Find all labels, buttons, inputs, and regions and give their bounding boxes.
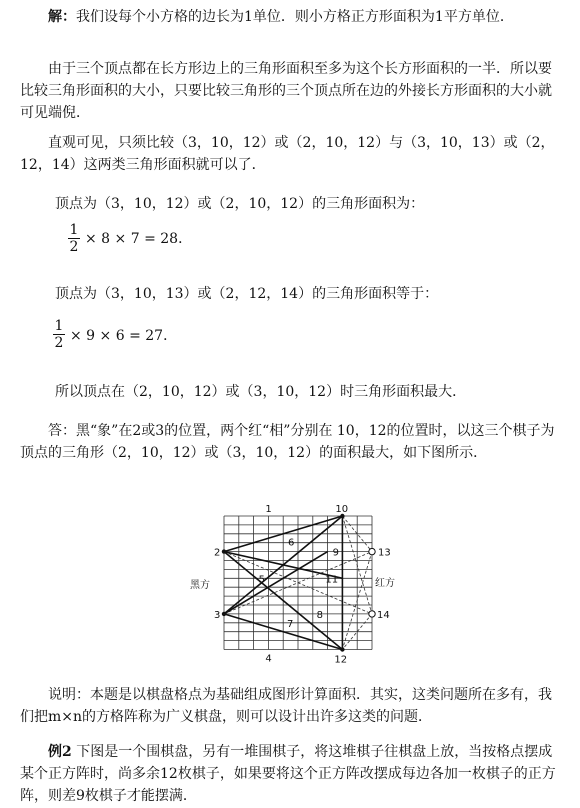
example2-paragraph <box>20 741 565 807</box>
point-label: 14 <box>377 609 390 621</box>
fraction-1-numerator: 1 <box>69 222 79 238</box>
point-label: 9 <box>332 547 339 559</box>
point-label: 10 <box>335 504 349 515</box>
equation-1: × 8 × 7 = 28． <box>85 231 193 247</box>
point-label: 8 <box>316 609 323 621</box>
point-label: 7 <box>287 618 294 630</box>
point-label: 11 <box>325 574 339 586</box>
solution-paragraph-3: 直观可见，只须比较（3，10，12）或（2，10，12）与（3，10，13）或（2，12，14）这两类三角形面积就可以了． <box>20 135 555 173</box>
chessboard-diagram <box>190 500 395 666</box>
example2-label: 例2 <box>48 744 72 760</box>
point-label: 3 <box>214 609 221 621</box>
red-piece-marker <box>369 548 375 554</box>
solution-lead: 解： <box>48 9 76 25</box>
solution-paragraph-6: 所以顶点在（2，10，12）或（3，10，12）时三角形面积最大． <box>55 384 467 400</box>
fraction-2-denominator: 2 <box>54 335 64 351</box>
vertex-dot <box>222 612 226 616</box>
point-label: 6 <box>288 537 295 549</box>
explanation-paragraph: 说明：本题是以棋盘格点为基础组成图形计算面积．其实，这类问题所在多有，我们把m×n的方格阵称为广义棋盘，则可以设计出许多这类的问题． <box>20 687 552 725</box>
point-label: 2 <box>214 547 221 559</box>
solution-paragraph-4: 顶点为（3，10，12）或（2，10，12）的三角形面积为： <box>55 196 425 212</box>
fraction-1 <box>68 222 80 255</box>
example2-text: 下图是一个围棋盘，另有一堆围棋子，将这堆棋子往棋盘上放，当按格点摆成某个正方阵时，尚多余12枚棋子，如果要将这个正方阵改摆成每边各加一枚棋子的正方阵，则差9枚棋子才能摆满． <box>20 744 556 804</box>
red-side-label: 红方 <box>375 578 395 589</box>
solution-paragraph-2: 由于三个顶点都在长方形边上的三角形面积至多为这个长方形面积的一半．所以要比较三角形面积的大小，只要比较三角形的三个顶点所在边的外接长方形面积的大小就可见端倪． <box>20 61 552 121</box>
point-label: 5 <box>258 574 265 586</box>
fraction-1-denominator: 2 <box>69 239 79 255</box>
point-label: 13 <box>378 547 391 559</box>
equation-2: × 9 × 6 = 27． <box>70 328 178 344</box>
triangle-edge <box>224 552 328 614</box>
solution-paragraph-1 <box>20 6 565 28</box>
fraction-2-numerator: 1 <box>54 318 64 334</box>
fraction-2 <box>53 318 65 351</box>
point-label: 12 <box>334 654 348 666</box>
black-side-label: 黑方 <box>190 580 210 591</box>
solution-paragraph-5: 顶点为（3，10，13）或（2，12，14）的三角形面积等于： <box>55 286 439 302</box>
red-piece-marker <box>369 611 375 617</box>
point-label: 4 <box>265 653 272 665</box>
vertex-dot <box>222 549 226 553</box>
answer-paragraph: 答：黑“象”在2或3的位置，两个红“相”分别在 10，12的位置时，以这三个棋子为顶点的三角形（2，10，12）或（3，10，12）的面积最大，如下图所示． <box>20 423 555 461</box>
point-label: 1 <box>265 504 272 515</box>
vertex-dot <box>340 647 344 651</box>
solution-text-1: 我们设每个小方格的边长为1单位．则小方格正方形面积为1平方单位． <box>76 9 514 25</box>
